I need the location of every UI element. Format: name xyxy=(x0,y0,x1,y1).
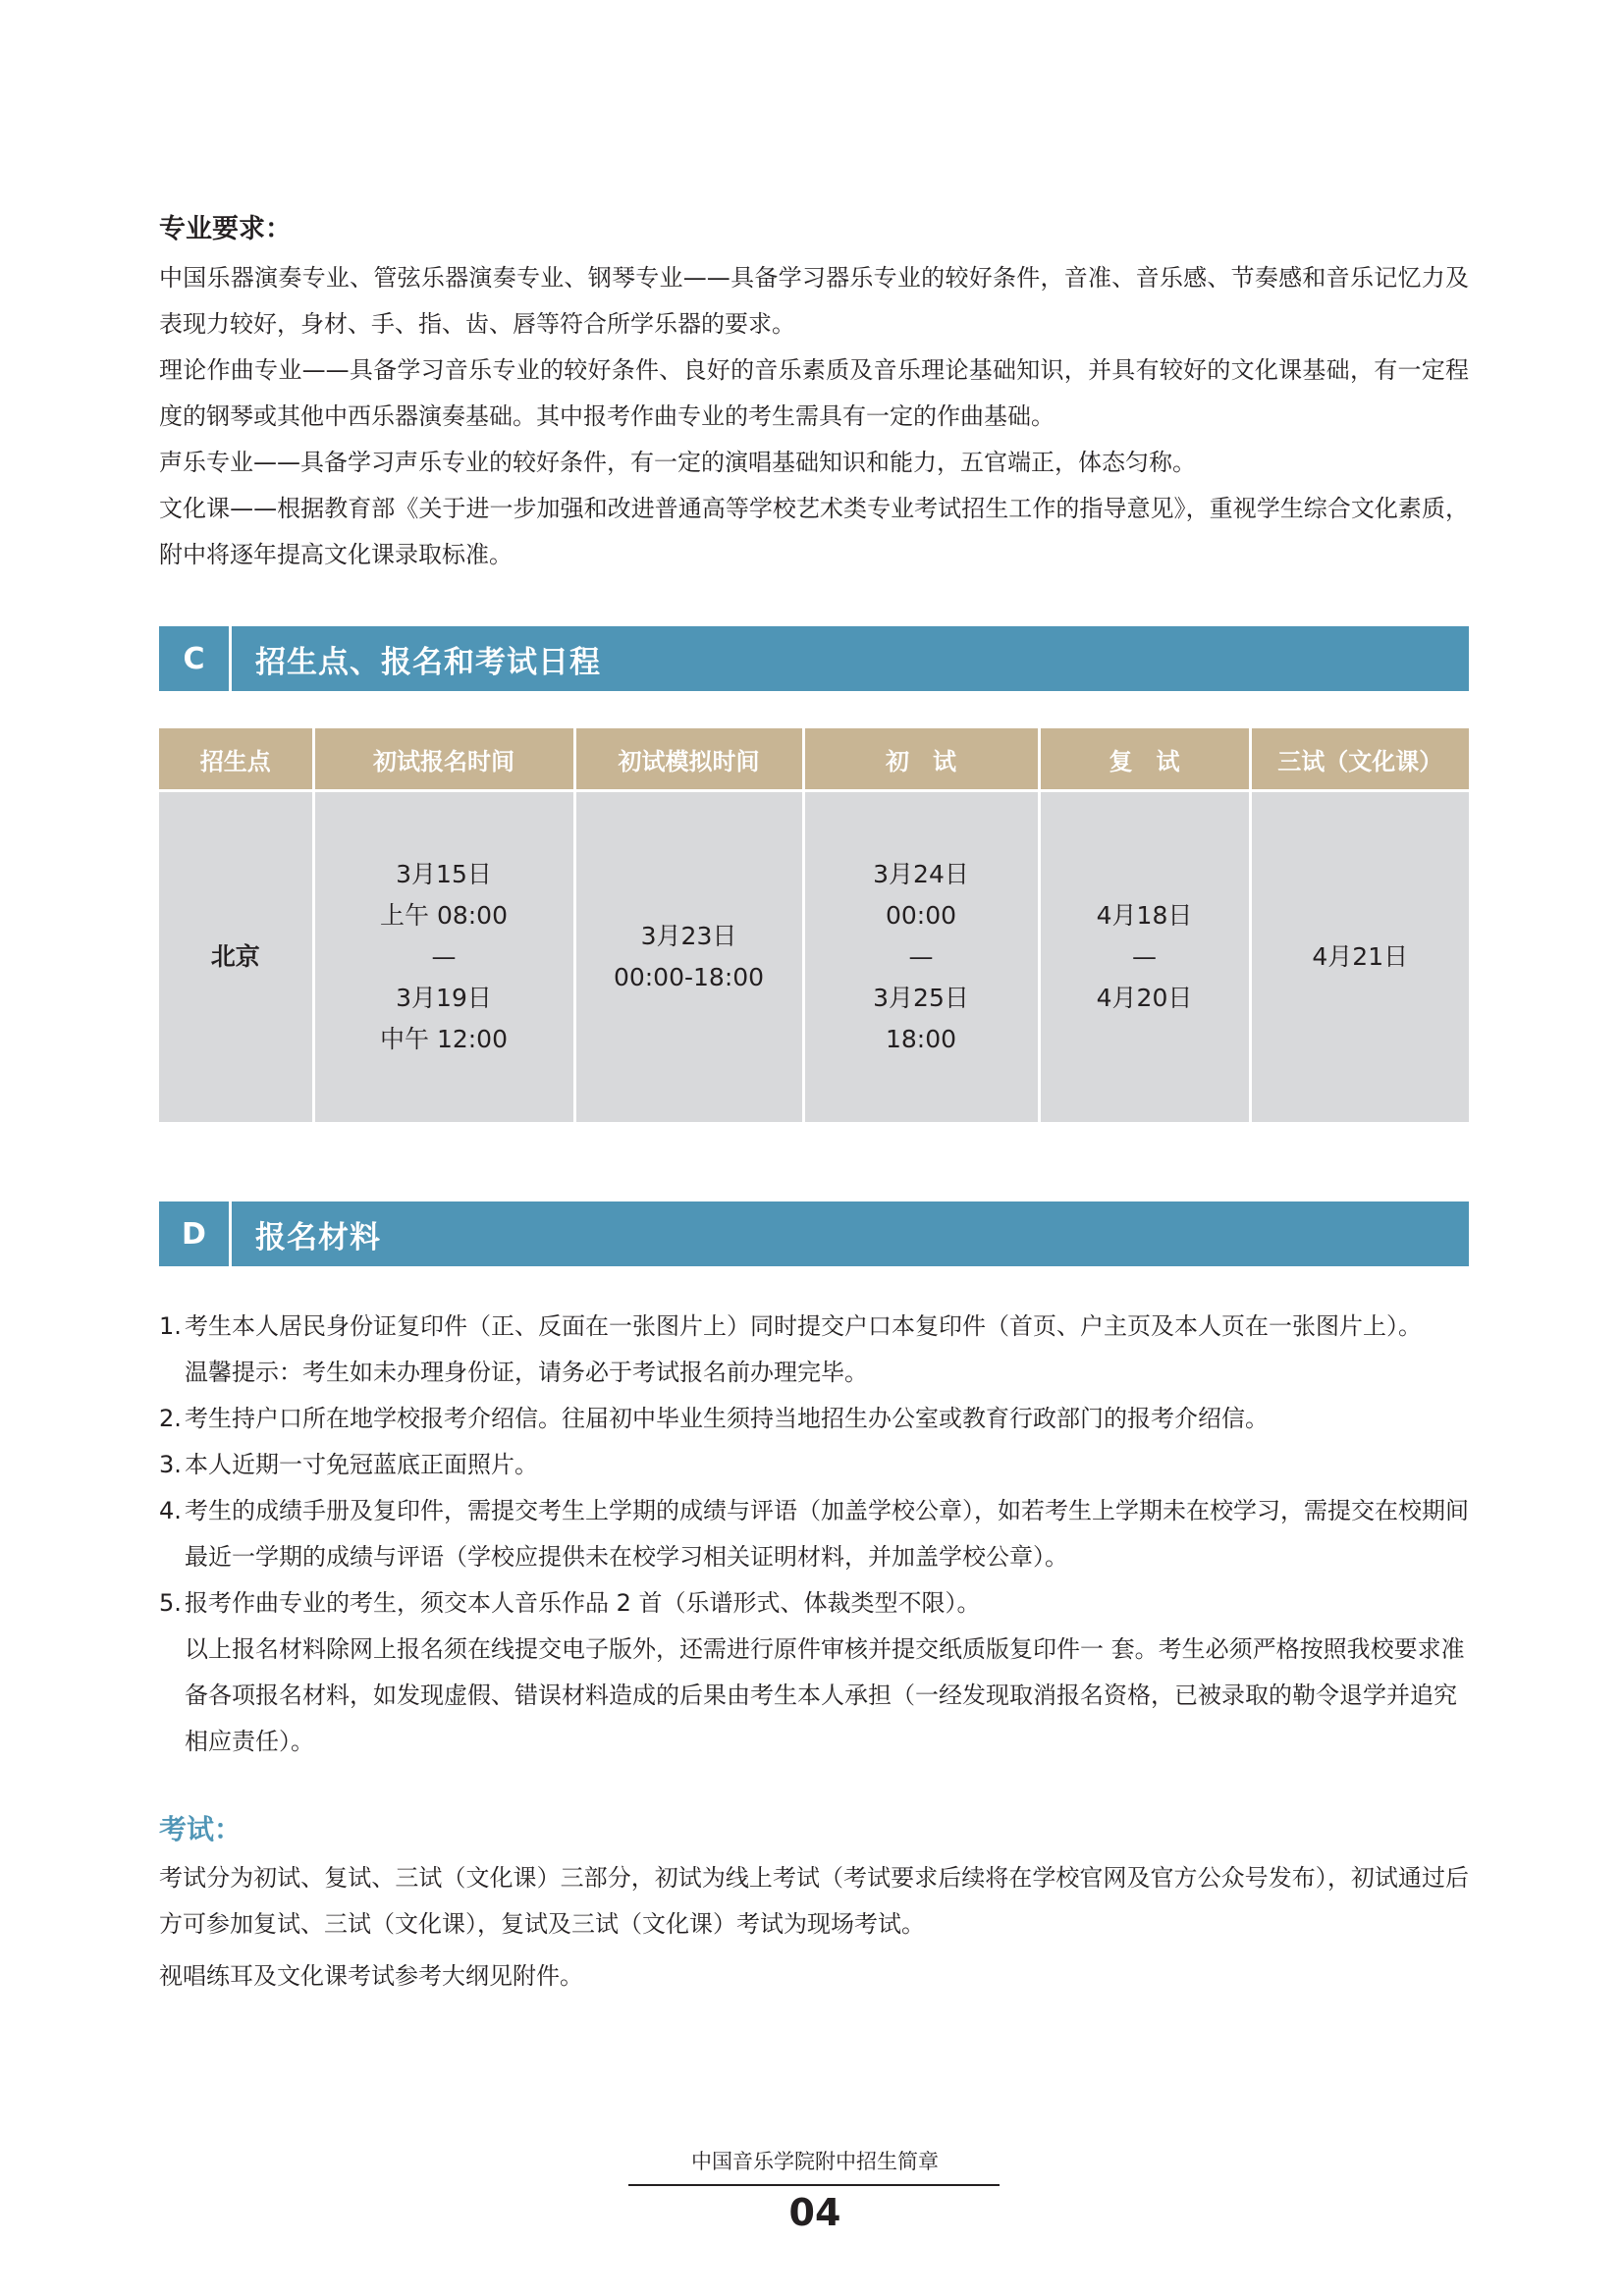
registration-time-cell xyxy=(313,791,574,1123)
item-text: 报考作曲专业的考生，须交本人音乐作品 2 首（乐谱形式、体裁类型不限）。 xyxy=(185,1589,981,1617)
materials-list xyxy=(159,1304,1469,1627)
footer-title: 中国音乐学院附中招生简章 xyxy=(691,2150,939,2173)
item-text: 考生持户口所在地学校报考介绍信。往届初中毕业生须持当地招生办公室或教育行政部门的报考介绍信。 xyxy=(185,1405,1269,1432)
requirements-paragraph: 理论作曲专业——具备学习音乐专业的较好条件、良好的音乐素质及音乐理论基础知识，并具有较好的文化课基础，有一定程度的钢琴或其他中西乐器演奏基础。其中报考作曲专业的考生需具有一定的作曲基础。 xyxy=(159,356,1469,430)
list-item xyxy=(159,1396,1469,1442)
list-item xyxy=(159,1580,1469,1627)
column-header: 招生点 xyxy=(159,728,313,791)
column-header: 初试模拟时间 xyxy=(574,728,803,791)
item-text: 温馨提示：考生如未办理身份证，请务必于考试报名前办理完毕。 xyxy=(185,1359,868,1386)
item-number: 5. xyxy=(159,1589,182,1617)
cell-line: — xyxy=(908,942,934,971)
requirements-paragraph: 声乐专业——具备学习声乐专业的较好条件，有一定的演唱基础知识和能力，五官端正，体态匀称。 xyxy=(159,449,1196,476)
item-text: 考生的成绩手册及复印件，需提交考生上学期的成绩与评语（加盖学校公章），如若考生上学期未在校学习，需提交在校期间最近一学期的成绩与评语（学校应提供未在校学习相关证明材料，并加盖学校公章）。 xyxy=(185,1497,1469,1571)
second-exam-cell xyxy=(1039,791,1250,1123)
cell-line: 3月23日 xyxy=(640,922,737,950)
mock-exam-time-cell xyxy=(574,791,803,1123)
requirements-section xyxy=(159,210,1469,578)
requirements-heading: 专业要求： xyxy=(159,214,292,244)
item-text: 考生本人居民身份证复印件（正、反面在一张图片上）同时提交户口本复印件（首页、户主页及本人页在一张图片上）。 xyxy=(185,1312,1422,1340)
preliminary-exam-cell xyxy=(803,791,1039,1123)
cell-line: 3月15日 xyxy=(396,860,492,888)
section-d-letter: D xyxy=(159,1201,232,1266)
cell-line: 3月24日 xyxy=(873,860,969,888)
section-c-title: 招生点、报名和考试日程 xyxy=(255,644,601,680)
cell-line: 4月18日 xyxy=(1096,901,1193,930)
page-number: 04 xyxy=(788,2191,841,2234)
footer-divider xyxy=(628,2184,1000,2186)
cell-line: 中午 12:00 xyxy=(380,1025,508,1053)
list-item xyxy=(159,1350,1469,1396)
cell-line: 4月20日 xyxy=(1096,984,1193,1012)
exam-section xyxy=(159,1808,1469,2000)
section-d-header xyxy=(159,1201,1469,1266)
table-row xyxy=(159,791,1469,1123)
cell-line: 3月19日 xyxy=(396,984,492,1012)
exam-heading: 考试： xyxy=(159,1813,243,1845)
requirements-paragraph: 文化课——根据教育部《关于进一步加强和改进普通高等学校艺术类专业考试招生工作的指导意见》，重视学生综合文化素质，附中将逐年提高文化课录取标准。 xyxy=(159,495,1469,568)
cell-line: — xyxy=(1132,942,1157,971)
materials-section xyxy=(159,1304,1469,1765)
table-header-row xyxy=(159,728,1469,791)
item-text: 本人近期一寸免冠蓝底正面照片。 xyxy=(185,1451,538,1478)
item-number: 3. xyxy=(159,1451,182,1478)
cell-line: 18:00 xyxy=(885,1025,957,1053)
item-number: 4. xyxy=(159,1497,182,1524)
exam-appendix-note: 视唱练耳及文化课考试参考大纲见附件。 xyxy=(159,1962,583,1990)
requirements-paragraph: 中国乐器演奏专业、管弦乐器演奏专业、钢琴专业——具备学习器乐专业的较好条件，音准、音乐感、节奏感和音乐记忆力及表现力较好，身材、手、指、齿、唇等符合所学乐器的要求。 xyxy=(159,264,1469,338)
column-header: 复 试 xyxy=(1039,728,1250,791)
cell-line: 00:00 xyxy=(885,901,957,930)
list-item xyxy=(159,1442,1469,1488)
cell-line: 00:00-18:00 xyxy=(613,963,765,991)
materials-note: 以上报名材料除网上报名须在线提交电子版外，还需进行原件审核并提交纸质版复印件一 套。考生必须严格按照我校要求准备各项报名材料，如发现虚假、错误材料造成的后果由考生本人承担（一经发现取消报名资格，已被录取的勒令退学并追究相应责任）。 xyxy=(185,1635,1465,1755)
cell-line: 4月21日 xyxy=(1312,942,1409,971)
cell-line: 3月25日 xyxy=(873,984,969,1012)
location-cell xyxy=(159,791,313,1123)
section-c-header xyxy=(159,626,1469,691)
list-item xyxy=(159,1304,1469,1350)
third-exam-cell xyxy=(1250,791,1469,1123)
item-number: 2. xyxy=(159,1405,182,1432)
cell-line: 上午 08:00 xyxy=(380,901,508,930)
section-c-letter: C xyxy=(159,626,232,691)
section-d-title: 报名材料 xyxy=(255,1219,381,1255)
item-number: 1. xyxy=(159,1312,182,1340)
exam-paragraph: 考试分为初试、复试、三试（文化课）三部分，初试为线上考试（考试要求后续将在学校官网及官方公众号发布），初试通过后方可参加复试、三试（文化课），复试及三试（文化课）考试为现场考试。 xyxy=(159,1864,1469,1938)
column-header: 初试报名时间 xyxy=(313,728,574,791)
location-text: 北京 xyxy=(210,942,260,971)
schedule-table xyxy=(159,728,1469,1122)
column-header: 初 试 xyxy=(803,728,1039,791)
column-header: 三试（文化课） xyxy=(1250,728,1469,791)
cell-line: — xyxy=(431,942,457,971)
list-item xyxy=(159,1488,1469,1580)
